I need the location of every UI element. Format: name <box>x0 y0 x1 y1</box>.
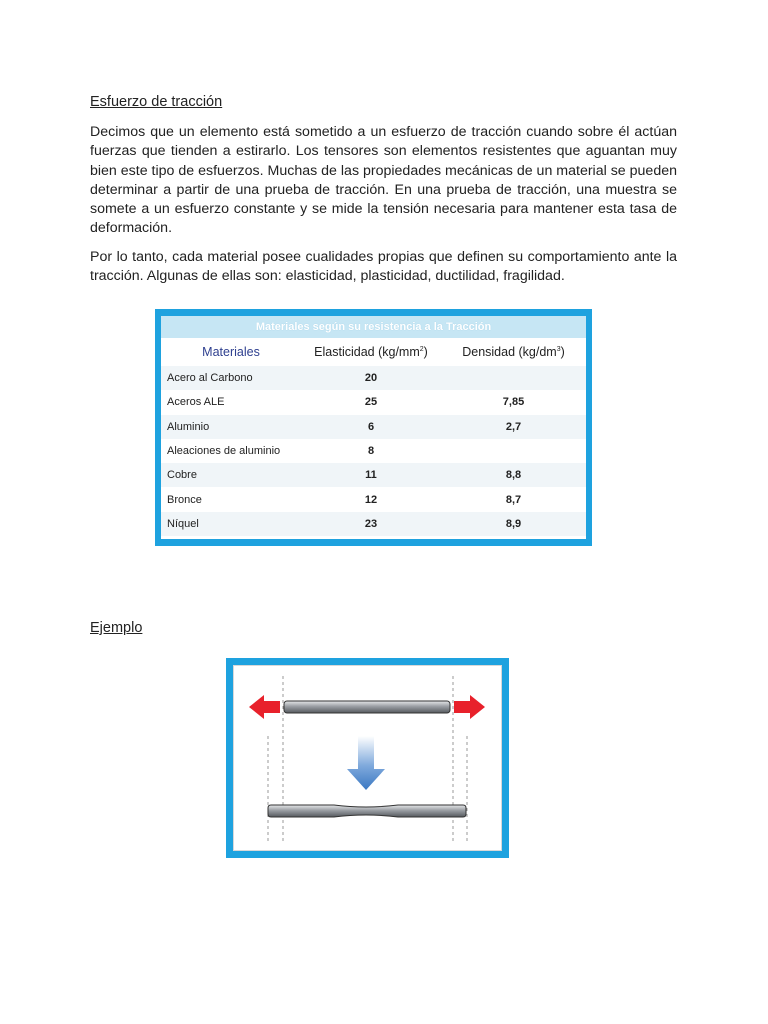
table-row <box>161 487 586 511</box>
table-row <box>161 463 586 487</box>
table-row <box>161 390 586 414</box>
cell-density <box>441 366 586 390</box>
table-title: Materiales según su resistencia a la Tracción <box>161 316 586 338</box>
tension-diagram-frame <box>226 658 509 858</box>
rod-after-tension <box>268 805 466 817</box>
tension-diagram <box>233 665 502 851</box>
paragraph-intro: Decimos que un elemento está sometido a un esfuerzo de tracción cuando sobre él actúan fuerzas que tienden a estirarlo. Los tensores son elementos resistentes que aguantan muy bien este tipo de esfuerzos. Muchas de las propiedades mecánicas de un material se pueden determinar a partir de una prueba de tracción. En una prueba de tracción, una muestra se somete a un esfuerzo constante y se mide la tensión necesaria para mantener esta tasa de deformación. <box>90 124 677 237</box>
cell-material: Níquel <box>161 512 301 536</box>
materials-table-frame <box>155 309 592 546</box>
cell-elasticity: 11 <box>301 463 441 487</box>
tension-diagram-svg <box>234 666 501 850</box>
cell-material: Bronce <box>161 487 301 511</box>
header-materials: Materiales <box>161 338 301 366</box>
cell-density: 8,8 <box>441 463 586 487</box>
table-row <box>161 366 586 390</box>
table-row <box>161 415 586 439</box>
cell-material: Aceros ALE <box>161 390 301 414</box>
header-elasticity: Elasticidad $(kg/mm^2)$ <box>301 338 441 366</box>
table-header-row <box>161 338 586 366</box>
cell-density: 7,85 <box>441 390 586 414</box>
cell-material: Acero al Carbono <box>161 366 301 390</box>
paragraph-qualities: Por lo tanto, cada material posee cualidades propias que definen su comportamiento ante la tracción. Algunas de ellas son: elasticidad, plasticidad, ductilidad, fragilidad. <box>90 249 677 285</box>
section-heading-traccion: Esfuerzo de tracción <box>90 94 223 110</box>
cell-material: Aleaciones de aluminio <box>161 439 301 463</box>
cell-material: Cobre <box>161 463 301 487</box>
cell-elasticity: 25 <box>301 390 441 414</box>
cell-density: 8,9 <box>441 512 586 536</box>
left-force-arrow-icon <box>249 695 280 719</box>
cell-density <box>441 439 586 463</box>
cell-elasticity: 8 <box>301 439 441 463</box>
cell-elasticity: 20 <box>301 366 441 390</box>
cell-density: 2,7 <box>441 415 586 439</box>
cell-elasticity: 12 <box>301 487 441 511</box>
table-row <box>161 512 586 536</box>
materials-table <box>161 316 586 536</box>
table-row <box>161 439 586 463</box>
cell-elasticity: 23 <box>301 512 441 536</box>
cell-density: 8,7 <box>441 487 586 511</box>
cell-elasticity: 6 <box>301 415 441 439</box>
header-density: Densidad $(kg/dm^3)$ <box>441 338 586 366</box>
right-force-arrow-icon <box>454 695 485 719</box>
section-heading-ejemplo: Ejemplo <box>90 620 143 636</box>
table-title-row <box>161 316 586 338</box>
rod-before-tension <box>284 701 450 713</box>
materials-table-inner <box>161 316 586 539</box>
down-arrow-icon <box>347 736 385 790</box>
cell-material: Aluminio <box>161 415 301 439</box>
